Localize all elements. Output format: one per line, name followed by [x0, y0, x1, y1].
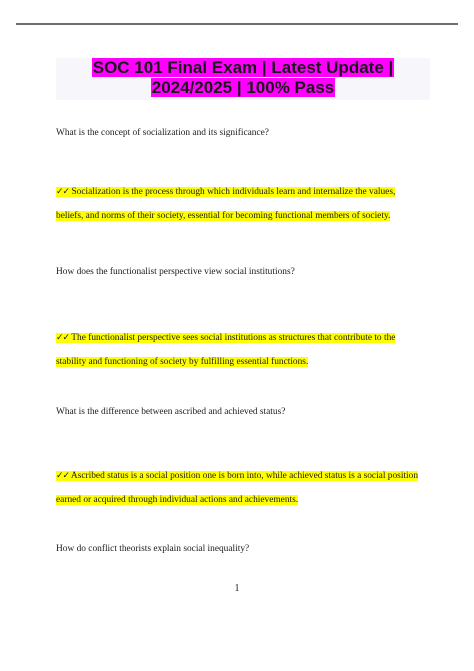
qa-item-2 — [56, 266, 436, 374]
page-number: 1 — [234, 583, 240, 594]
header-rule — [16, 23, 458, 25]
answer-2 — [56, 326, 436, 374]
question-3: What is the difference between ascribed and achieved status? — [56, 407, 286, 417]
title-line-1: SOC 101 Final Exam | Latest Update | — [92, 58, 394, 77]
check-mark-icon: ✓✓ — [56, 333, 70, 343]
answer-3 — [56, 464, 436, 512]
title-line-2: 2024/2025 | 100% Pass — [151, 78, 335, 97]
answer-1-line-2: beliefs, and norms of their society, essential for becoming functional members of society. — [56, 211, 391, 221]
answer-3-text-1: Ascribed status is a social position one is born into, while achieved status is a social position — [70, 471, 419, 481]
answer-3-line-1 — [56, 471, 418, 481]
question-2: How does the functionalist perspective view social institutions? — [56, 267, 295, 277]
answer-1 — [56, 180, 436, 228]
question-4: How do conflict theorists explain social inequality? — [56, 544, 250, 554]
answer-1-line-1 — [56, 187, 395, 197]
qa-item-4 — [56, 543, 436, 555]
document-title — [60, 58, 426, 98]
check-mark-icon: ✓✓ — [56, 471, 70, 481]
answer-1-text-1: Socialization is the process through which individuals learn and internalize the values, — [71, 187, 396, 197]
answer-2-line-1 — [56, 333, 395, 343]
check-mark-icon: ✓✓ — [56, 187, 70, 197]
qa-item-3 — [56, 406, 436, 512]
answer-3-line-2: earned or acquired through individual actions and achievements. — [56, 495, 299, 505]
question-1: What is the concept of socialization and its significance? — [56, 128, 269, 138]
answer-2-line-2: stability and functioning of society by fulfilling essential functions. — [56, 357, 309, 367]
answer-2-text-1: The functionalist perspective sees social institutions as structures that contribute to the — [71, 333, 396, 343]
qa-item-1 — [56, 127, 436, 228]
